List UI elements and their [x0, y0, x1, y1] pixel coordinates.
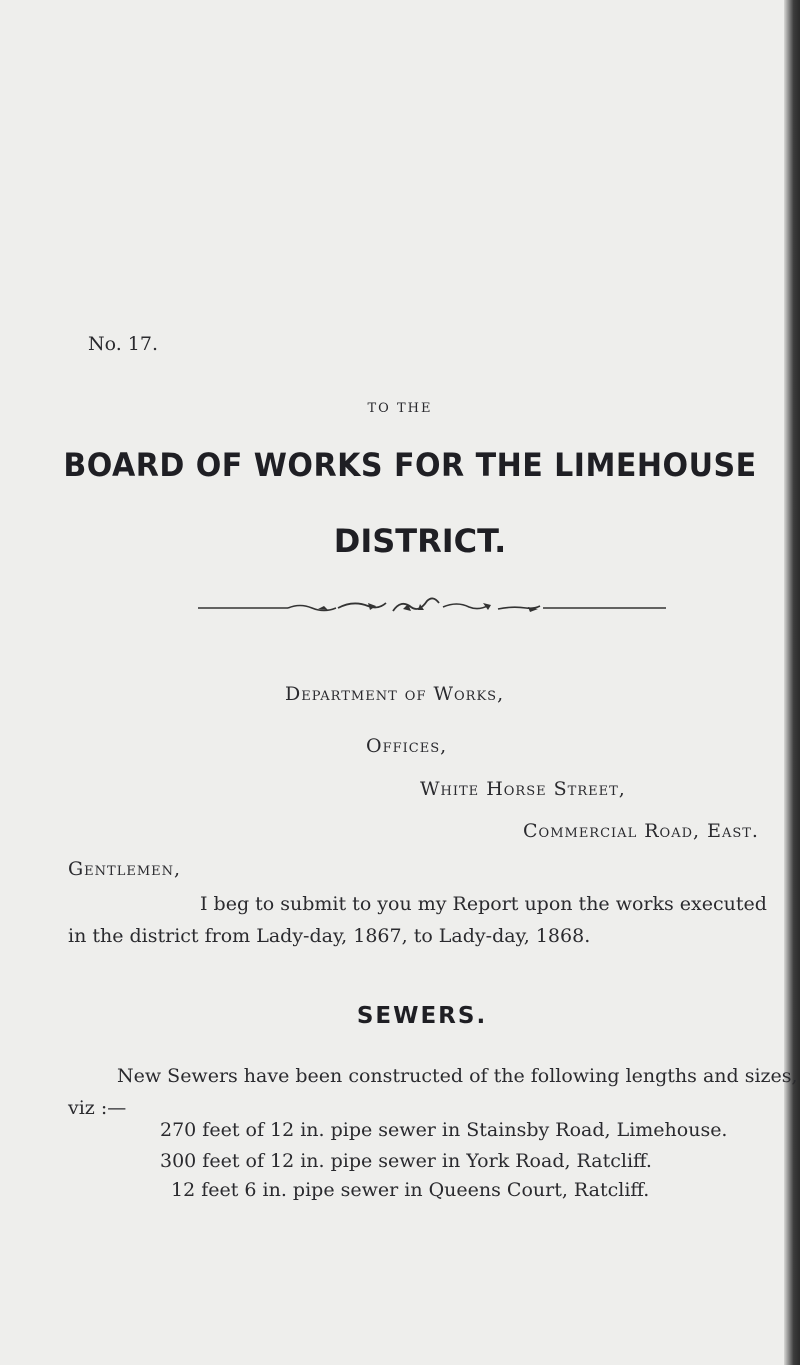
- address-department: Department of Works,: [285, 683, 505, 705]
- sewer-list-item: 12 feet 6 in. pipe sewer in Queens Court, Ratcliff.: [171, 1179, 650, 1201]
- intro-line-2: in the district from Lady-day, 1867, to Lady-day, 1868.: [68, 925, 591, 947]
- sewers-line-1: New Sewers have been constructed of the following lengths and sizes,: [117, 1065, 798, 1087]
- address-offices: Offices,: [366, 735, 448, 757]
- address-road: Commercial Road, East.: [523, 820, 759, 842]
- sewer-list-item: 300 feet of 12 in. pipe sewer in York Road, Ratcliff.: [160, 1150, 652, 1172]
- board-title-line1: BOARD OF WORKS FOR THE LIMEHOUSE: [63, 446, 757, 484]
- sewer-list-item: 270 feet of 12 in. pipe sewer in Stainsby Road, Limehouse.: [160, 1119, 728, 1141]
- salutation: Gentlemen,: [68, 858, 182, 880]
- board-title-line2: DISTRICT.: [333, 522, 507, 560]
- intro-line-1: I beg to submit to you my Report upon the works executed: [200, 893, 767, 915]
- sewers-line-2: viz :—: [68, 1097, 127, 1119]
- address-street: White Horse Street,: [420, 778, 626, 800]
- page-edge-shadow: [784, 0, 800, 1365]
- section-heading-sewers: SEWERS.: [356, 1003, 488, 1029]
- to-the-line: TO THE: [367, 401, 433, 416]
- report-number: No. 17.: [88, 333, 159, 355]
- ornament-divider-icon: [198, 593, 666, 623]
